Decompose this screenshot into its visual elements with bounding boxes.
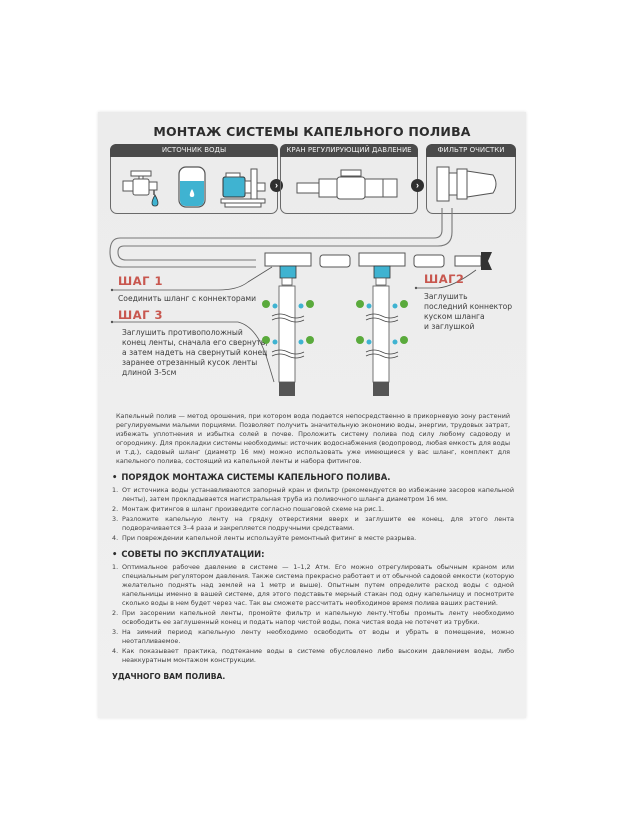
list-item: [112, 505, 514, 514]
page-title: МОНТАЖ СИСТЕМЫ КАПЕЛЬНОГО ПОЛИВА: [153, 124, 471, 139]
item-text: Оптимальное рабочее давление в системе — 1–1,2 Атм. Его можно отрегулировать обычным краном или специальным регулятором давления. Также система прекрасно работает и от обычной садовой емкости (которую желательно поднять над землей на 1 метр и выше). Опытным путем определите расход воды с одной капельницы именно в вашей системе, для этого подставьте мерный стакан под одну капельницу и посмотрите сколько воды в нем будет через час. Так вы сможете рассчитать необходимое время полива ваших растений.: [122, 563, 514, 607]
tips-list: [112, 563, 514, 665]
step-1-heading: ШАГ 1: [118, 274, 163, 288]
section-label: ФИЛЬТР ОЧИСТКИ: [437, 146, 505, 154]
step-3-heading: ШАГ 3: [118, 308, 163, 322]
item-text: Монтаж фитингов в шланг произведите согласно пошаговой схеме на рис.1.: [122, 505, 385, 513]
intro-paragraph: Капельный полив — метод орошения, при котором вода подается непосредственно в прикорневую зону растений регулируемыми малыми порциями. Позволяет получить значительную экономию воды, энергии, трудовых затрат, избежать уплотнения и избытка солей в почве. Проложить систему полива под силу любому садоводу и огороднику. Для прокладки системы необходимы: источник водоснабжения (водопровод, любая емкость для воды и т.д.), садовый шланг (диаметр 16 мм) можно использовать уже имеющиеся у вас шланг, комплект для капельного полива, состоящий из капельной ленты и набора фитингов.: [116, 412, 510, 465]
step-3-line: а затем надеть на свернутый конец: [122, 348, 268, 357]
step-3-line: заранее отрезанный кусок ленты: [122, 358, 258, 367]
tips-heading-text: СОВЕТЫ ПО ЭКСПЛУАТАЦИИ:: [121, 549, 265, 559]
item-number: 1.: [112, 486, 119, 494]
install-heading: [112, 472, 514, 483]
list-item: [112, 486, 514, 504]
install-list: [112, 486, 514, 543]
item-number: 3.: [112, 515, 119, 523]
list-item: [112, 628, 514, 646]
item-text: Разложите капельную ленту на грядку отверстиями вверх и заглушите ее конец, для этого лента подворачивается 3–4 раза и закрепляется подручными средствами.: [122, 515, 514, 532]
step-3-text: [122, 328, 268, 378]
item-text: При повреждении капельной ленты используйте ремонтный фитинг в месте разрыва.: [122, 534, 417, 542]
list-item: [112, 647, 514, 665]
step-3-line: Заглушить противоположный: [122, 328, 243, 337]
list-item: [112, 534, 514, 543]
item-text: На зимний период капельную ленту необходимо освободить от воды и убрать в помещение, можно неотапливаемое.: [122, 628, 514, 645]
step-3-line: длиной 3-5см: [122, 368, 177, 377]
item-text: При засорении капельной ленты, промойте фильтр и капельную ленту.Чтобы промыть ленту необходимо освободить ее заглушенный конец и подать напор чистой воды, пока чистая вода не потечет из трубки.: [122, 609, 514, 626]
step-2-line: Заглушить: [424, 292, 468, 301]
item-number: 1.: [112, 563, 119, 571]
chevron-right-icon: ›: [270, 179, 283, 192]
list-item: [112, 515, 514, 533]
step-2-heading: ШАГ2: [424, 272, 465, 286]
list-item: [112, 563, 514, 608]
section-label: ИСТОЧНИК ВОДЫ: [161, 146, 227, 154]
item-number: 2.: [112, 609, 119, 617]
chevron-right-icon: ›: [411, 179, 424, 192]
step-2-line: куском шланга: [424, 312, 485, 321]
body-text: [112, 412, 514, 682]
step-1-text: Соединить шланг с коннекторами: [118, 294, 257, 303]
tips-heading: [112, 549, 514, 560]
item-text: Как показывает практика, подтекание воды в системе обусловлено либо высоким давлением воды, либо неаккуратным монтажом конструкции.: [122, 647, 514, 664]
bullet-icon: •: [112, 472, 118, 482]
section-label: КРАН РЕГУЛИРУЮЩИЙ ДАВЛЕНИЕ: [286, 146, 412, 154]
step-3-line: конец ленты, сначала его свернуть,: [122, 338, 268, 347]
closing-text: УДАЧНОГО ВАМ ПОЛИВА.: [112, 672, 226, 681]
item-number: 3.: [112, 628, 119, 636]
instruction-sheet: [98, 112, 526, 718]
install-heading-text: ПОРЯДОК МОНТАЖА СИСТЕМЫ КАПЕЛЬНОГО ПОЛИВА.: [121, 472, 391, 482]
step-2-line: последний коннектор: [424, 302, 513, 311]
item-number: 4.: [112, 534, 119, 542]
bullet-icon: •: [112, 549, 118, 559]
item-number: 2.: [112, 505, 119, 513]
step-2-line: и заглушкой: [424, 322, 475, 331]
item-number: 4.: [112, 647, 119, 655]
item-text: От источника воды устанавливаются запорный кран и фильтр (рекомендуется во избежание засоров капельной ленты), затем прокладывается магистральная труба из поливочного шланга диаметром 16 мм.: [122, 486, 514, 503]
list-item: [112, 609, 514, 627]
step-2-text: [424, 292, 512, 332]
